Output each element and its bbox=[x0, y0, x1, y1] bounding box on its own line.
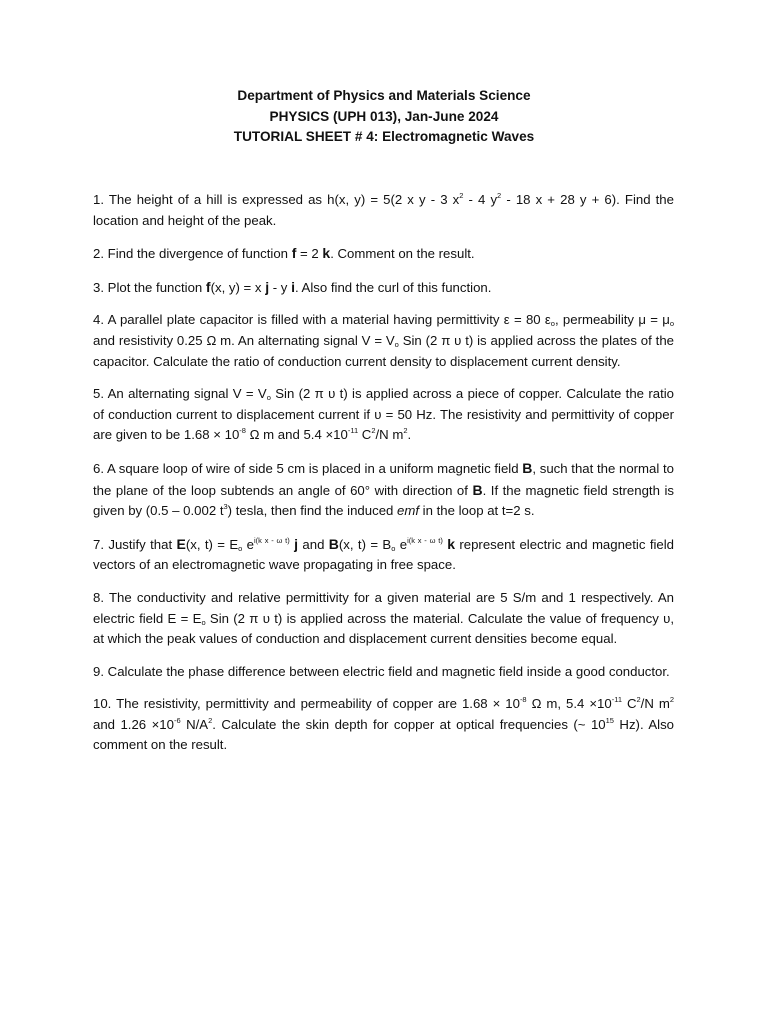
question-3: 3. Plot the function f(x, y) = x j - y i. Also find the curl of this function. bbox=[93, 278, 492, 295]
question-list bbox=[93, 190, 674, 768]
question-6: 6. A square loop of wire of side 5 cm is placed in a uniform magnetic field B, such that the normal to the plane of the loop subtends an angle of 60° with direction of B. If the magnetic field strength is given by (0.5 – 0.002 $t^3$) tesla, then find the induced emf in the loop at t=2 s. bbox=[93, 459, 674, 519]
department-title: Department of Physics and Materials Science bbox=[237, 88, 531, 103]
question-1: 1. The height of a hill is expressed as h(x, y) = 5(2 x y - 3 $x^2 - 4$ $y^2 - 18$ x + 28 y + 6). Find the location and height of the peak. bbox=[93, 191, 674, 228]
question-9: 9. Calculate the phase difference between electric field and magnetic field inside a good conductor. bbox=[93, 663, 670, 679]
question-7: 7. Justify that E(x, $t) = E_o$ $e^{i(k x - \omega t)}$ j and B(x, $t) = B_o$ $e^{i(k x - \omega t)}$ k represent electric and magnetic field vectors of an electromagnetic wave propagating in free space. bbox=[93, 535, 675, 573]
sheet-title: TUTORIAL SHEET # 4: Electromagnetic Waves bbox=[233, 129, 535, 144]
course-title: PHYSICS (UPH 013), Jan-June 2024 bbox=[269, 108, 499, 124]
question-10: 10. The resistivity, permittivity and permeability of copper are $1.68 \times 10^{-8}$ Ω m, $5.4 \times 10^{-11}$ $C^2/N$ $m^2$ and $1.26 \times 10^{-6}$ $N/A^2$. Calculate the skin depth for copper at optical frequencies (~ $10^{15}$ Hz). Also comment on the result. bbox=[93, 695, 675, 753]
document-header bbox=[0, 86, 768, 148]
question-4: 4. A parallel plate capacitor is filled with a material having permittivity ε = 80 $\varepsilon_o$, permeability $\mu = \mu_o$ and resistivity 0.25 Ω m. An alternating signal $V = V_o$ Sin (2 π υ t) is applied across the plates of the capacitor. Calculate the ratio of conduction current density to displacement current density. bbox=[93, 312, 674, 369]
question-5: 5. An alternating signal $V = V_o$ Sin (2 π υ t) is applied across a piece of copper. Calculate the ratio of conduction current to displacement current if υ = 50 Hz. The resistivity and permittivity of copper are given to be $1.68 \times 10^{-8}$ Ω m and $5.4 \times 10^{-11}$ $C^2/N$ $m^2$. bbox=[93, 386, 674, 443]
question-2: 2. Find the divergence of function f = 2 k. Comment on the result. bbox=[93, 245, 475, 262]
question-8: 8. The conductivity and relative permittivity for a given material are 5 S/m and 1 respectively. An electric field $E = E_o$ Sin (2 π υ t) is applied across the material. Calculate the value of frequency υ, at which the peak values of conduction and displacement current densities become equal. bbox=[93, 589, 674, 647]
